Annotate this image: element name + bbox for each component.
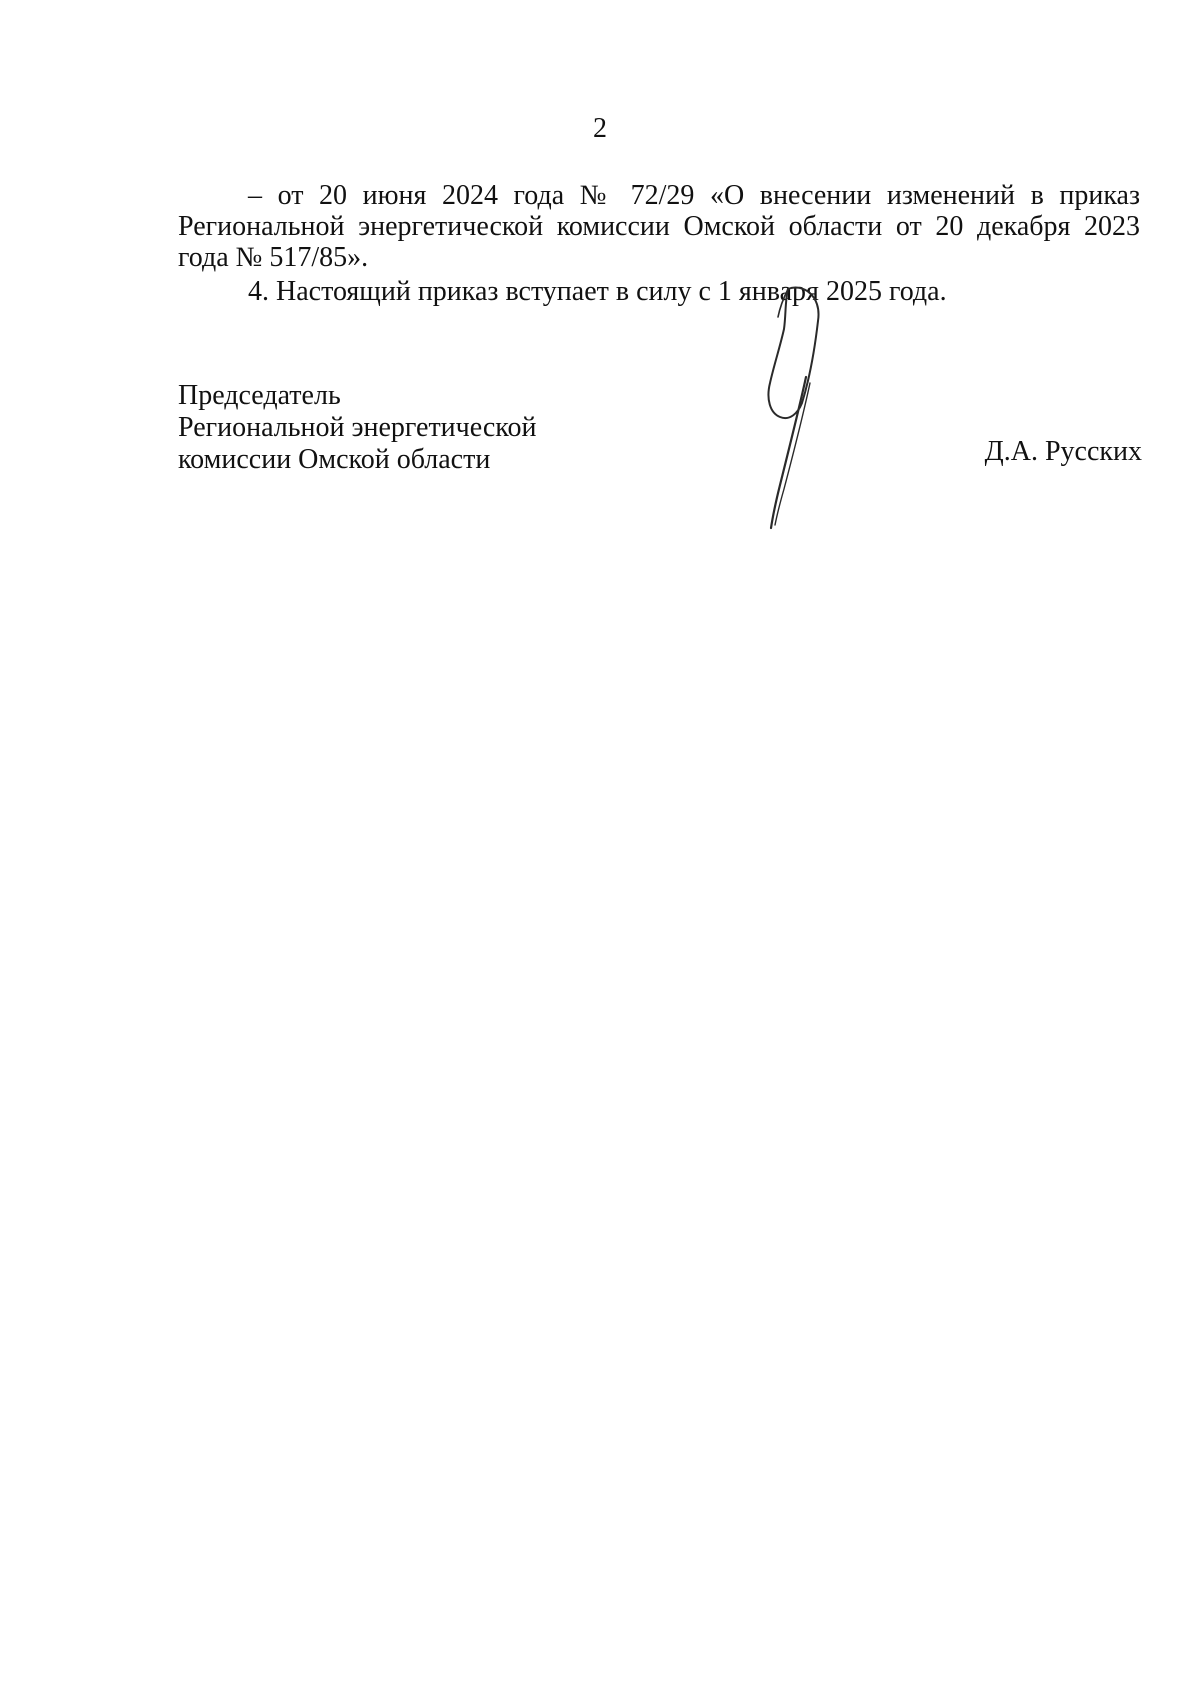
signature-strokes [768, 287, 818, 528]
paragraph-text: – от 20 июня 2024 года № 72/29 «О внесении изменений в приказ Региональной энергетической комиссии Омской области от 20 декабря 2023 года № 517/85». [178, 180, 1140, 273]
signatory-position-line: Региональной энергетической [178, 412, 537, 443]
signer-name: Д.А. Русских [984, 436, 1142, 467]
paragraph-effective-date: 4. Настоящий приказ вступает в силу с 1 января 2025 года. [248, 276, 947, 307]
signature-tail-shadow [775, 383, 810, 525]
signature-tail [771, 377, 806, 528]
signatory-position-line: Председатель [178, 380, 341, 411]
signatory-position-line: комиссии Омской области [178, 444, 491, 475]
paragraph-amendment-reference [178, 180, 1140, 273]
signature-loop [768, 287, 818, 418]
page-number: 2 [593, 113, 607, 144]
handwritten-signature-icon [740, 285, 860, 530]
signatory-position [178, 380, 536, 476]
